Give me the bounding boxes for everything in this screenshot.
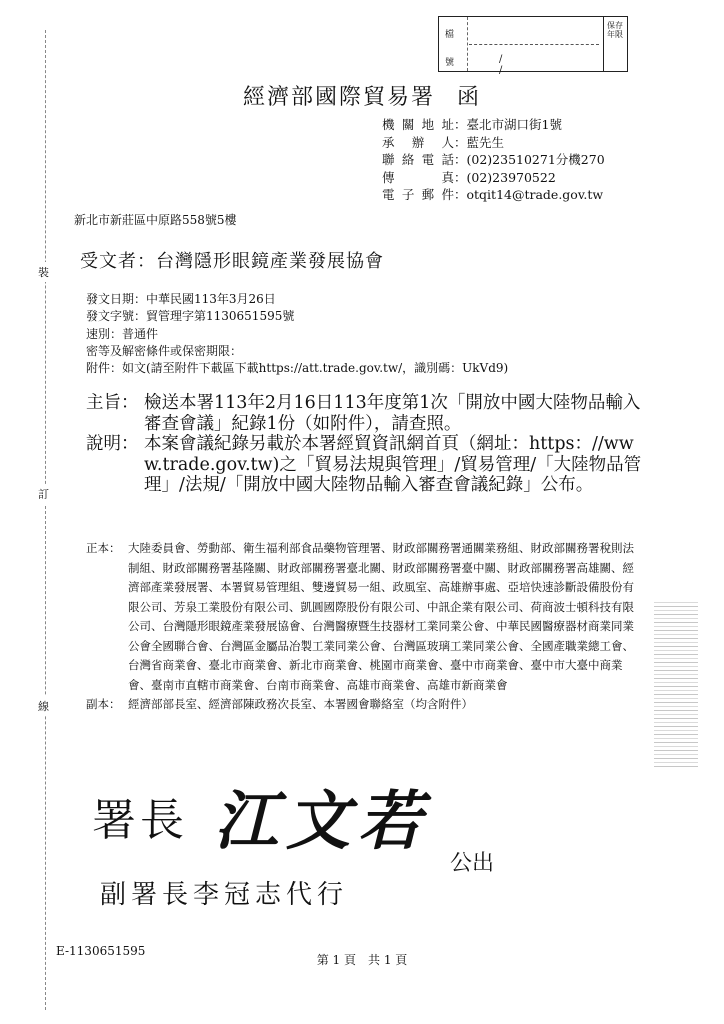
contact-value: ：(02)23970522 bbox=[454, 169, 556, 185]
contact-row bbox=[382, 169, 605, 187]
file-box-slashes: / / bbox=[499, 54, 551, 76]
binding-char-zhuang: 裝 bbox=[38, 262, 49, 282]
cc-copy bbox=[86, 695, 641, 715]
issue-number: 發文字號：貿管理字第1130651595號 bbox=[86, 309, 295, 324]
contact-row bbox=[382, 116, 605, 134]
contact-key: 電子郵件 bbox=[382, 187, 454, 202]
deputy-signature: 副署長李冠志代行 bbox=[100, 880, 349, 910]
file-box-divider bbox=[467, 17, 468, 71]
file-box-right-divider bbox=[603, 17, 604, 71]
recipient-address: 新北市新莊區中原路558號5樓 bbox=[74, 213, 237, 227]
main-body bbox=[86, 393, 646, 496]
agency-name: 經濟部國際貿易署 bbox=[242, 85, 435, 110]
number-label: 號 bbox=[445, 58, 455, 68]
binding-line bbox=[45, 30, 46, 1010]
issue-date: 發文日期：中華民國113年3月26日 bbox=[86, 292, 276, 306]
file-label: 檔 bbox=[445, 30, 455, 40]
cc-copy-text: 經濟部部長室、經濟部陳政務次長室、本署國會聯絡室（均含附件） bbox=[128, 697, 473, 711]
cc-main-text: 大陸委員會、勞動部、衛生福利部食品藥物管理署、財政部關務署通關業務組、財政部關務署稅則法制組、財政部關務署基隆關、財政部關務署臺北關、財政部關務署臺中關、財政部關務署高雄關、經濟部產業發展署、本署貿易管理組、雙邊貿易一組、政風室、高雄辦事處、亞培快速診斷設備股份有限公司、芳泉工業股份有限公司、凱圓國際股份有限公司、中訊企業有限公司、荷商波士頓科技有限公司、台灣隱形眼鏡產業發展協會、台灣醫療暨生技器材工業同業公會、中華民國醫療器材商業同業公會全國聯合會、台灣區金屬品冶製工業同業公會、台灣區玻璃工業同業公會、全國產職業總工會、台灣省商業會、臺北市商業會、新北市商業會、桃園市商業會、臺中市商業會、臺中市大臺中商業會、臺南市直轄市商業會、台南市商業會、高雄市商業會、高雄市新商業會 bbox=[128, 541, 634, 692]
signature-title: 署長 bbox=[92, 795, 188, 846]
cc-main bbox=[86, 539, 641, 695]
contact-value: ：臺北市湖口街1號 bbox=[454, 117, 562, 132]
binding-char-ding: 訂 bbox=[38, 484, 49, 504]
contact-value: ：(02)23510271分機270 bbox=[454, 152, 605, 167]
document-code: E-1130651595 bbox=[56, 944, 146, 958]
subject-paragraph bbox=[86, 393, 646, 434]
document-title bbox=[0, 80, 724, 111]
contact-block bbox=[382, 116, 605, 204]
secrecy-level: 密等及解密條件或保密期限： bbox=[86, 343, 243, 358]
subject-key: 主旨： bbox=[86, 393, 139, 413]
scan-barcode-pattern bbox=[654, 600, 698, 770]
contact-row bbox=[382, 134, 605, 152]
binding-char-xian: 線 bbox=[38, 696, 49, 716]
file-box-dashed-line bbox=[469, 44, 599, 45]
contact-value: ：otqit14@trade.gov.tw bbox=[454, 187, 604, 202]
attachment-line: 附件：如文(請至附件下載區下載https://att.trade.gov.tw/，識別碼：UkVd9) bbox=[86, 361, 509, 376]
file-number-box bbox=[438, 16, 628, 76]
contact-key: 機關地址 bbox=[382, 117, 454, 132]
issuance-meta bbox=[86, 291, 508, 377]
contact-key: 傳真 bbox=[382, 169, 454, 185]
contact-row bbox=[382, 151, 605, 169]
signature-suffix: 公出 bbox=[450, 851, 495, 876]
contact-row bbox=[382, 186, 605, 204]
contact-key: 聯絡電話 bbox=[382, 152, 454, 167]
signature-name: 江文若 bbox=[214, 784, 430, 859]
document-type: 函 bbox=[457, 85, 482, 110]
retention-label: 保存年限 bbox=[607, 21, 623, 39]
explanation-key: 說明： bbox=[86, 434, 139, 454]
explanation-text: 本案會議紀錄另載於本署經貿資訊網首頁（網址：https：//www.trade.gov.tw)之「貿易法規與管理」/貿易管理/「大陸物品管理」/法規/「開放中國大陸物品輸入審查會議紀錄」公布。 bbox=[144, 434, 642, 495]
cc-main-key: 正本： bbox=[86, 541, 121, 555]
contact-key: 承辦人 bbox=[382, 134, 454, 150]
page-indicator: 第 1 頁 共 1 頁 bbox=[316, 953, 408, 967]
distribution-block bbox=[86, 539, 641, 715]
explanation-paragraph bbox=[86, 434, 646, 496]
contact-value: ：藍先生 bbox=[454, 134, 505, 150]
speed-class: 速別：普通件 bbox=[86, 326, 159, 341]
cc-copy-key: 副本： bbox=[86, 697, 121, 711]
subject-text: 檢送本署113年2月16日113年度第1次「開放中國大陸物品輸入審查會議」紀錄1份（如附件），請查照。 bbox=[144, 393, 641, 434]
recipient: 受文者：台灣隱形眼鏡產業發展協會 bbox=[80, 251, 384, 272]
